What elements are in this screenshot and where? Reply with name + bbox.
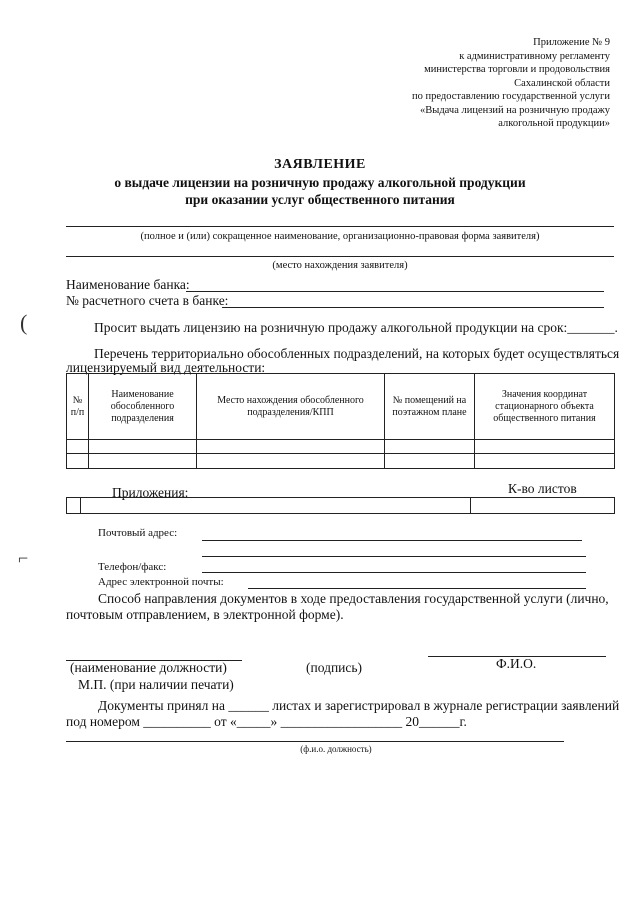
document-title: ЗАЯВЛЕНИЕ bbox=[274, 157, 366, 172]
attachments-cell[interactable] bbox=[67, 498, 81, 514]
table-cell[interactable] bbox=[197, 440, 385, 454]
table-row bbox=[67, 440, 615, 454]
table-cell[interactable] bbox=[89, 440, 197, 454]
delivery-text-line2: почтовым отправлением, в электронной форме). bbox=[66, 607, 344, 622]
appendix-line: «Выдача лицензий на розничную продажу bbox=[420, 104, 610, 116]
header-rooms: № помещений на поэтажном плане bbox=[385, 374, 475, 440]
position-caption: (наименование должности) bbox=[70, 660, 227, 675]
table-cell[interactable] bbox=[89, 454, 197, 469]
table-cell[interactable] bbox=[475, 454, 615, 469]
email-label: Адрес электронной почты: bbox=[98, 576, 224, 588]
header-location: Место нахождения обособленного подразделения/КПП bbox=[197, 374, 385, 440]
account-field[interactable] bbox=[222, 307, 604, 308]
appendix-line: Сахалинской области bbox=[514, 77, 610, 89]
table-cell[interactable] bbox=[385, 454, 475, 469]
list-text-line2: лицензируемый вид деятельности: bbox=[66, 360, 266, 375]
stamp-caption: М.П. (при наличии печати) bbox=[78, 677, 234, 692]
acceptor-name-line[interactable] bbox=[66, 741, 564, 742]
attachments-label: Приложения: bbox=[112, 485, 189, 500]
phone-label: Телефон/факс: bbox=[98, 561, 167, 573]
sheets-count-label: К-во листов bbox=[508, 481, 577, 496]
fio-caption: Ф.И.О. bbox=[496, 656, 537, 671]
delivery-text-line1: Способ направления документов в ходе предоставления государственной услуги (лично, bbox=[98, 591, 609, 606]
phone-field[interactable] bbox=[202, 572, 586, 573]
attachments-cell[interactable] bbox=[471, 498, 615, 514]
bank-name-label: Наименование банка: bbox=[66, 277, 190, 292]
subdivisions-table bbox=[66, 373, 615, 469]
acceptance-line1: Документы принял на ______ листах и зарегистрировал в журнале регистрации заявлений bbox=[98, 698, 620, 713]
bank-name-field[interactable] bbox=[186, 291, 604, 292]
applicant-location-line[interactable] bbox=[66, 256, 614, 257]
appendix-line: по предоставлению государственной услуги bbox=[412, 91, 610, 102]
table-row bbox=[67, 454, 615, 469]
acceptance-line2: под номером __________ от «_____» __________________ 20______г. bbox=[66, 714, 467, 729]
email-field[interactable] bbox=[248, 588, 586, 589]
table-cell[interactable] bbox=[385, 440, 475, 454]
table-cell[interactable] bbox=[67, 454, 89, 469]
account-label: № расчетного счета в банке: bbox=[66, 293, 229, 308]
signature-caption: (подпись) bbox=[306, 660, 363, 675]
table-cell[interactable] bbox=[67, 440, 89, 454]
applicant-name-caption: (полное и (или) сокращенное наименование, организационно-правовая форма заявителя) bbox=[140, 231, 540, 242]
postal-address-label: Почтовый адрес: bbox=[98, 527, 178, 539]
table-cell[interactable] bbox=[475, 440, 615, 454]
appendix-header bbox=[350, 36, 610, 131]
document-subtitle-2: при оказании услуг общественного питания bbox=[185, 192, 455, 207]
header-number: № п/п bbox=[67, 374, 89, 440]
header-subdivision-name: Наименование обособленного подразделения bbox=[89, 374, 197, 440]
attachments-table bbox=[66, 497, 615, 514]
appendix-line: Приложение № 9 bbox=[533, 37, 610, 48]
acceptor-caption: (ф.и.о. должность) bbox=[300, 744, 372, 754]
header-coordinates: Значения координат стационарного объекта общественного питания bbox=[475, 374, 615, 440]
postal-address-field[interactable] bbox=[202, 540, 582, 541]
margin-pen-mark-2: ⌐ bbox=[18, 548, 29, 568]
document-subtitle: о выдаче лицензии на розничную продажу алкогольной продукции bbox=[114, 175, 526, 190]
postal-address-field-2[interactable] bbox=[202, 556, 586, 557]
request-text: Просит выдать лицензию на розничную продажу алкогольной продукции на срок:_______. bbox=[94, 320, 618, 335]
applicant-location-caption: (место нахождения заявителя) bbox=[272, 260, 408, 271]
list-text-line1: Перечень территориально обособленных подразделений, на которых будет осуществляться bbox=[94, 346, 620, 361]
applicant-name-line[interactable] bbox=[66, 226, 614, 227]
appendix-line: министерства торговли и продовольствия bbox=[424, 64, 610, 75]
appendix-line: к административному регламенту bbox=[459, 50, 610, 62]
table-cell[interactable] bbox=[197, 454, 385, 469]
margin-pen-mark: ( bbox=[20, 310, 28, 335]
attachments-cell[interactable] bbox=[81, 498, 471, 514]
appendix-line: алкогольной продукции» bbox=[498, 118, 610, 129]
